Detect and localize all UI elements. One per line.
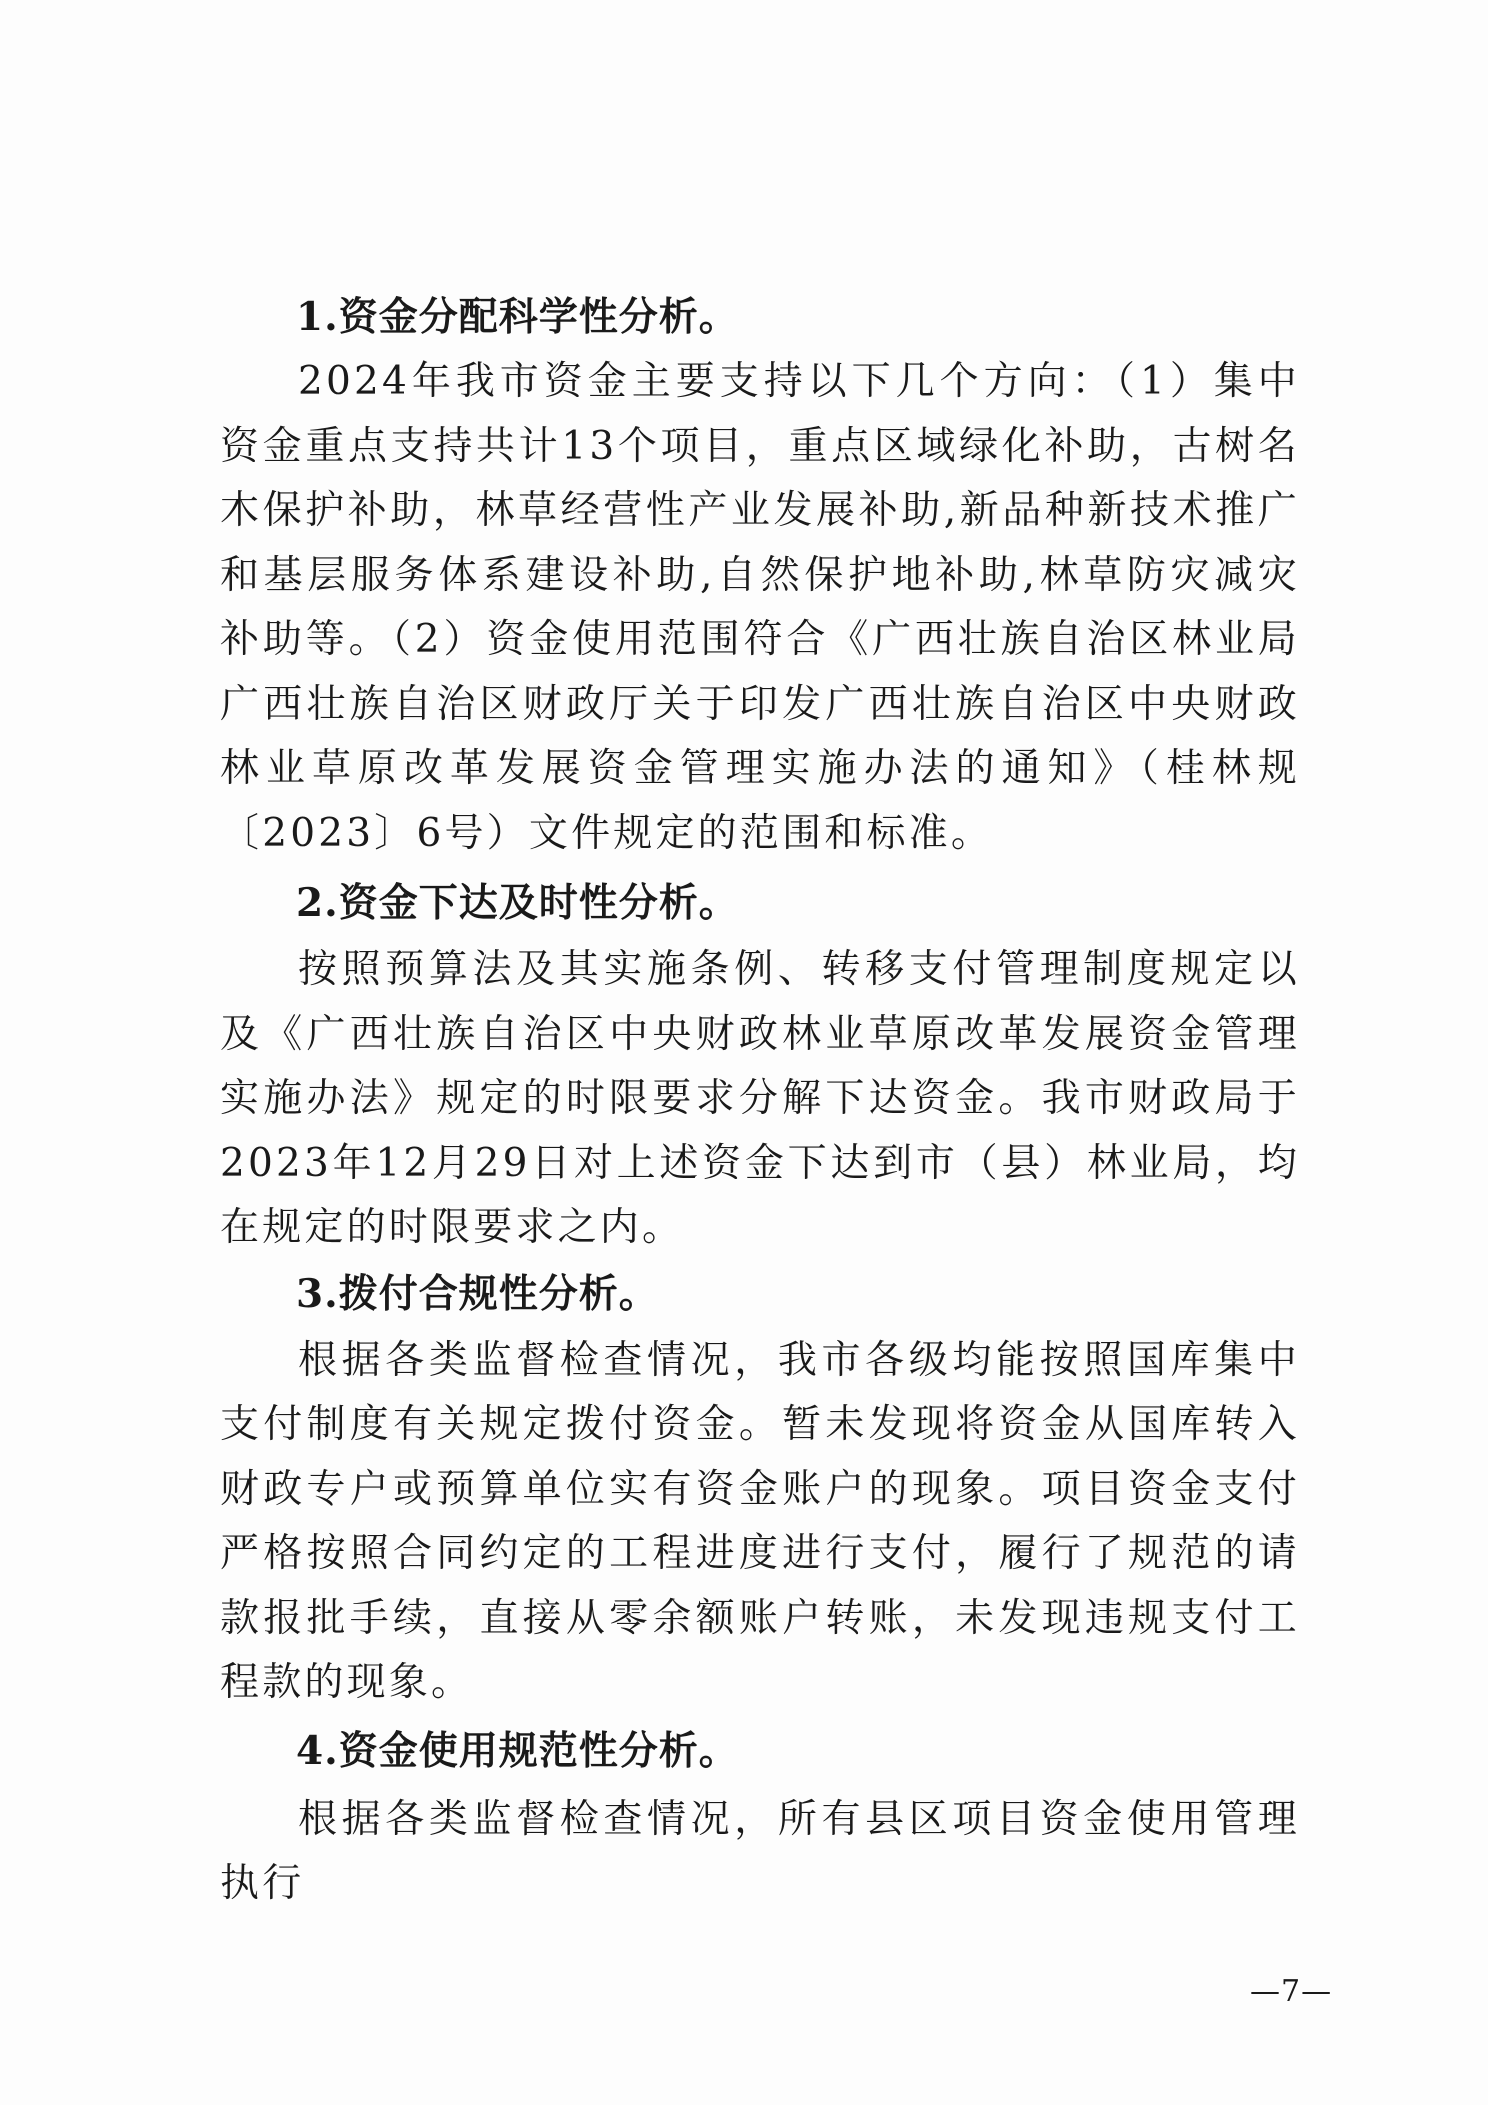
document-body	[220, 262, 1300, 1917]
section-paragraph-2: 按照预算法及其实施条例、转移支付管理制度规定以及《广西壮族自治区中央财政林业草原改革发展资金管理实施办法》规定的时限要求分解下达资金。我市财政局于2023年12月29日对上述资金下达到市（县）林业局，均在规定的时限要求之内。	[220, 947, 1300, 1250]
section-paragraph-1: 2024年我市资金主要支持以下几个方向：（1）集中资金重点支持共计13个项目，重点区域绿化补助，古树名木保护补助，林草经营性产业发展补助,新品种新技术推广和基层服务体系建设补助,自然保护地补助,林草防灾减灾补助等。（2）资金使用范围符合《广西壮族自治区林业局广西壮族自治区财政厅关于印发广西壮族自治区中央财政林业草原改革发展资金管理实施办法的通知》（桂林规〔2023〕6号）文件规定的范围和标准。	[220, 359, 1300, 856]
section-heading-3: 3.拨付合规性分析。	[296, 1270, 659, 1317]
section-heading-4: 4.资金使用规范性分析。	[296, 1727, 739, 1774]
section-paragraph-4: 根据各类监督检查情况，所有县区项目资金使用管理执行	[220, 1796, 1300, 1906]
section-heading-1: 1.资金分配科学性分析。	[296, 294, 739, 340]
section-paragraph-3: 根据各类监督检查情况，我市各级均能按照国库集中支付制度有关规定拨付资金。暂未发现将资金从国库转入财政专户或预算单位实有资金账户的现象。项目资金支付严格按照合同约定的工程进度进行支付，履行了规范的请款报批手续，直接从零余额账户转账，未发现违规支付工程款的现象。	[220, 1337, 1300, 1705]
page-number: —7—	[1250, 1974, 1333, 2009]
section-heading-2: 2.资金下达及时性分析。	[296, 880, 739, 926]
